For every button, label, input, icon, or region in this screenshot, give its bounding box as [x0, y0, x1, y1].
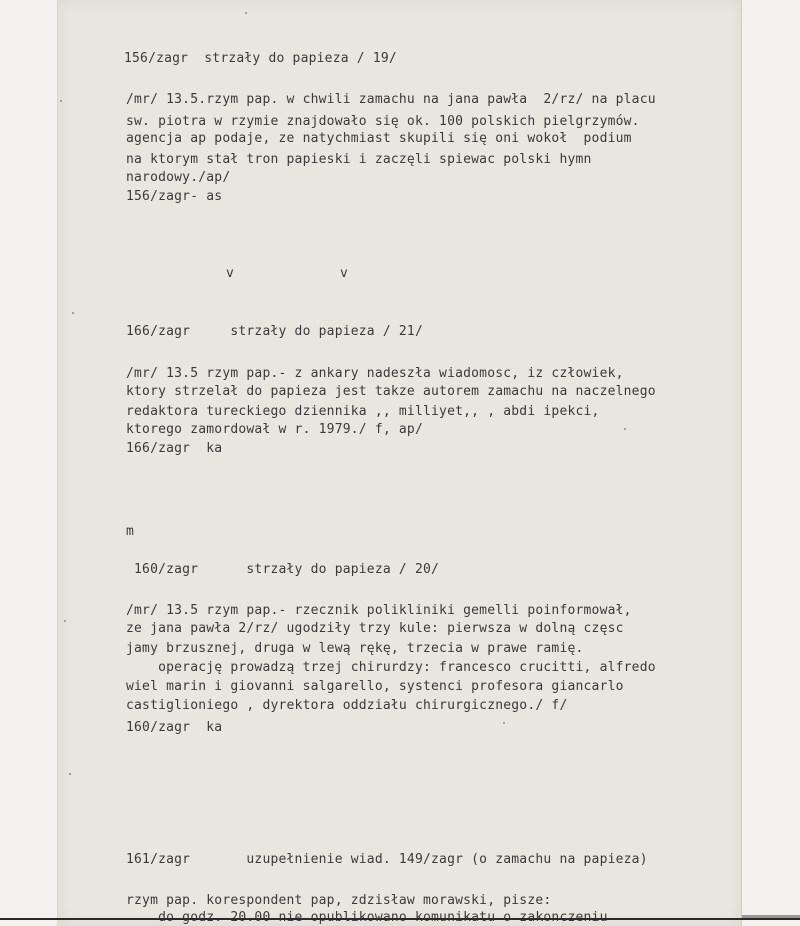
scan-bottom-rule — [0, 918, 800, 920]
stray-mark-v-left: v — [226, 266, 235, 281]
scan-speck — [503, 722, 505, 724]
bulletin-3-line-3: jamy brzusznej, druga w lewą rękę, trzecia w prawe ramię. — [126, 641, 584, 656]
bulletin-1-header: 156/zagr strzały do papieza / 19/ — [124, 51, 397, 66]
bulletin-1-line-3: agencja ap podaje, ze natychmiast skupili się oni wokoł podium — [126, 131, 632, 146]
paper-edge-right — [741, 0, 742, 926]
bulletin-2-line-4: ktorego zamordował w r. 1979./ f, ap/ — [126, 422, 423, 437]
bulletin-3-header: 160/zagr strzały do papieza / 20/ — [126, 562, 440, 577]
stray-mark-m: m — [126, 524, 135, 539]
bulletin-2-line-2: ktory strzelał do papieza jest takze autorem zamachu na naczelnego — [126, 384, 656, 399]
scan-speck — [624, 428, 626, 430]
bulletin-1-line-4: na ktorym stał tron papieski i zaczęli spiewac polski hymn — [126, 152, 592, 167]
scan-speck — [72, 312, 74, 314]
bulletin-3-line-1: /mr/ 13.5 rzym pap.- rzecznik polikliniki gemelli poinformował, — [126, 603, 632, 618]
scan-speck — [64, 620, 66, 622]
bulletin-1-line-5: narodowy./ap/ — [126, 170, 231, 185]
scan-speck — [245, 12, 247, 14]
scan-speck — [69, 773, 71, 775]
bulletin-2-line-3: redaktora tureckiego dziennika ,, milliyet,, , abdi ipekci, — [126, 404, 600, 419]
bulletin-2-header: 166/zagr strzały do papieza / 21/ — [126, 324, 423, 339]
bulletin-3-line-6: castiglioniego , dyrektora oddziału chirurgicznego./ f/ — [126, 698, 568, 713]
bulletin-1-line-2: sw. piotra w rzymie znajdowało się ok. 100 polskich pielgrzymów. — [126, 114, 640, 129]
bulletin-1-footer: 156/zagr- as — [126, 189, 223, 204]
bulletin-3-footer: 160/zagr ka — [126, 720, 223, 735]
bulletin-4-header: 161/zagr uzupełnienie wiad. 149/zagr (o zamachu na papieza) — [126, 852, 648, 867]
bulletin-2-line-1: /mr/ 13.5 rzym pap.- z ankary nadeszła wiadomosc, iz człowiek, — [126, 366, 624, 381]
bulletin-4-line-1: rzym pap. korespondent pap, zdzisław morawski, pisze: — [126, 893, 552, 908]
bulletin-1-line-1: /mr/ 13.5.rzym pap. w chwili zamachu na jana pawła 2/rz/ na placu — [126, 92, 656, 107]
bulletin-3-line-5: wiel marin i giovanni salgarello, systenci profesora giancarlo — [126, 679, 624, 694]
bulletin-2-footer: 166/zagr ka — [126, 441, 223, 456]
scan-speck — [60, 100, 62, 102]
bulletin-3-line-2: ze jana pawła 2/rz/ ugodziły trzy kule: pierwsza w dolną częsc — [126, 621, 624, 636]
stray-mark-v-right: v — [340, 266, 349, 281]
bulletin-3-line-4: operację prowadzą trzej chirurdzy: francesco crucitti, alfredo — [126, 660, 656, 675]
paper-edge-left — [57, 0, 58, 926]
